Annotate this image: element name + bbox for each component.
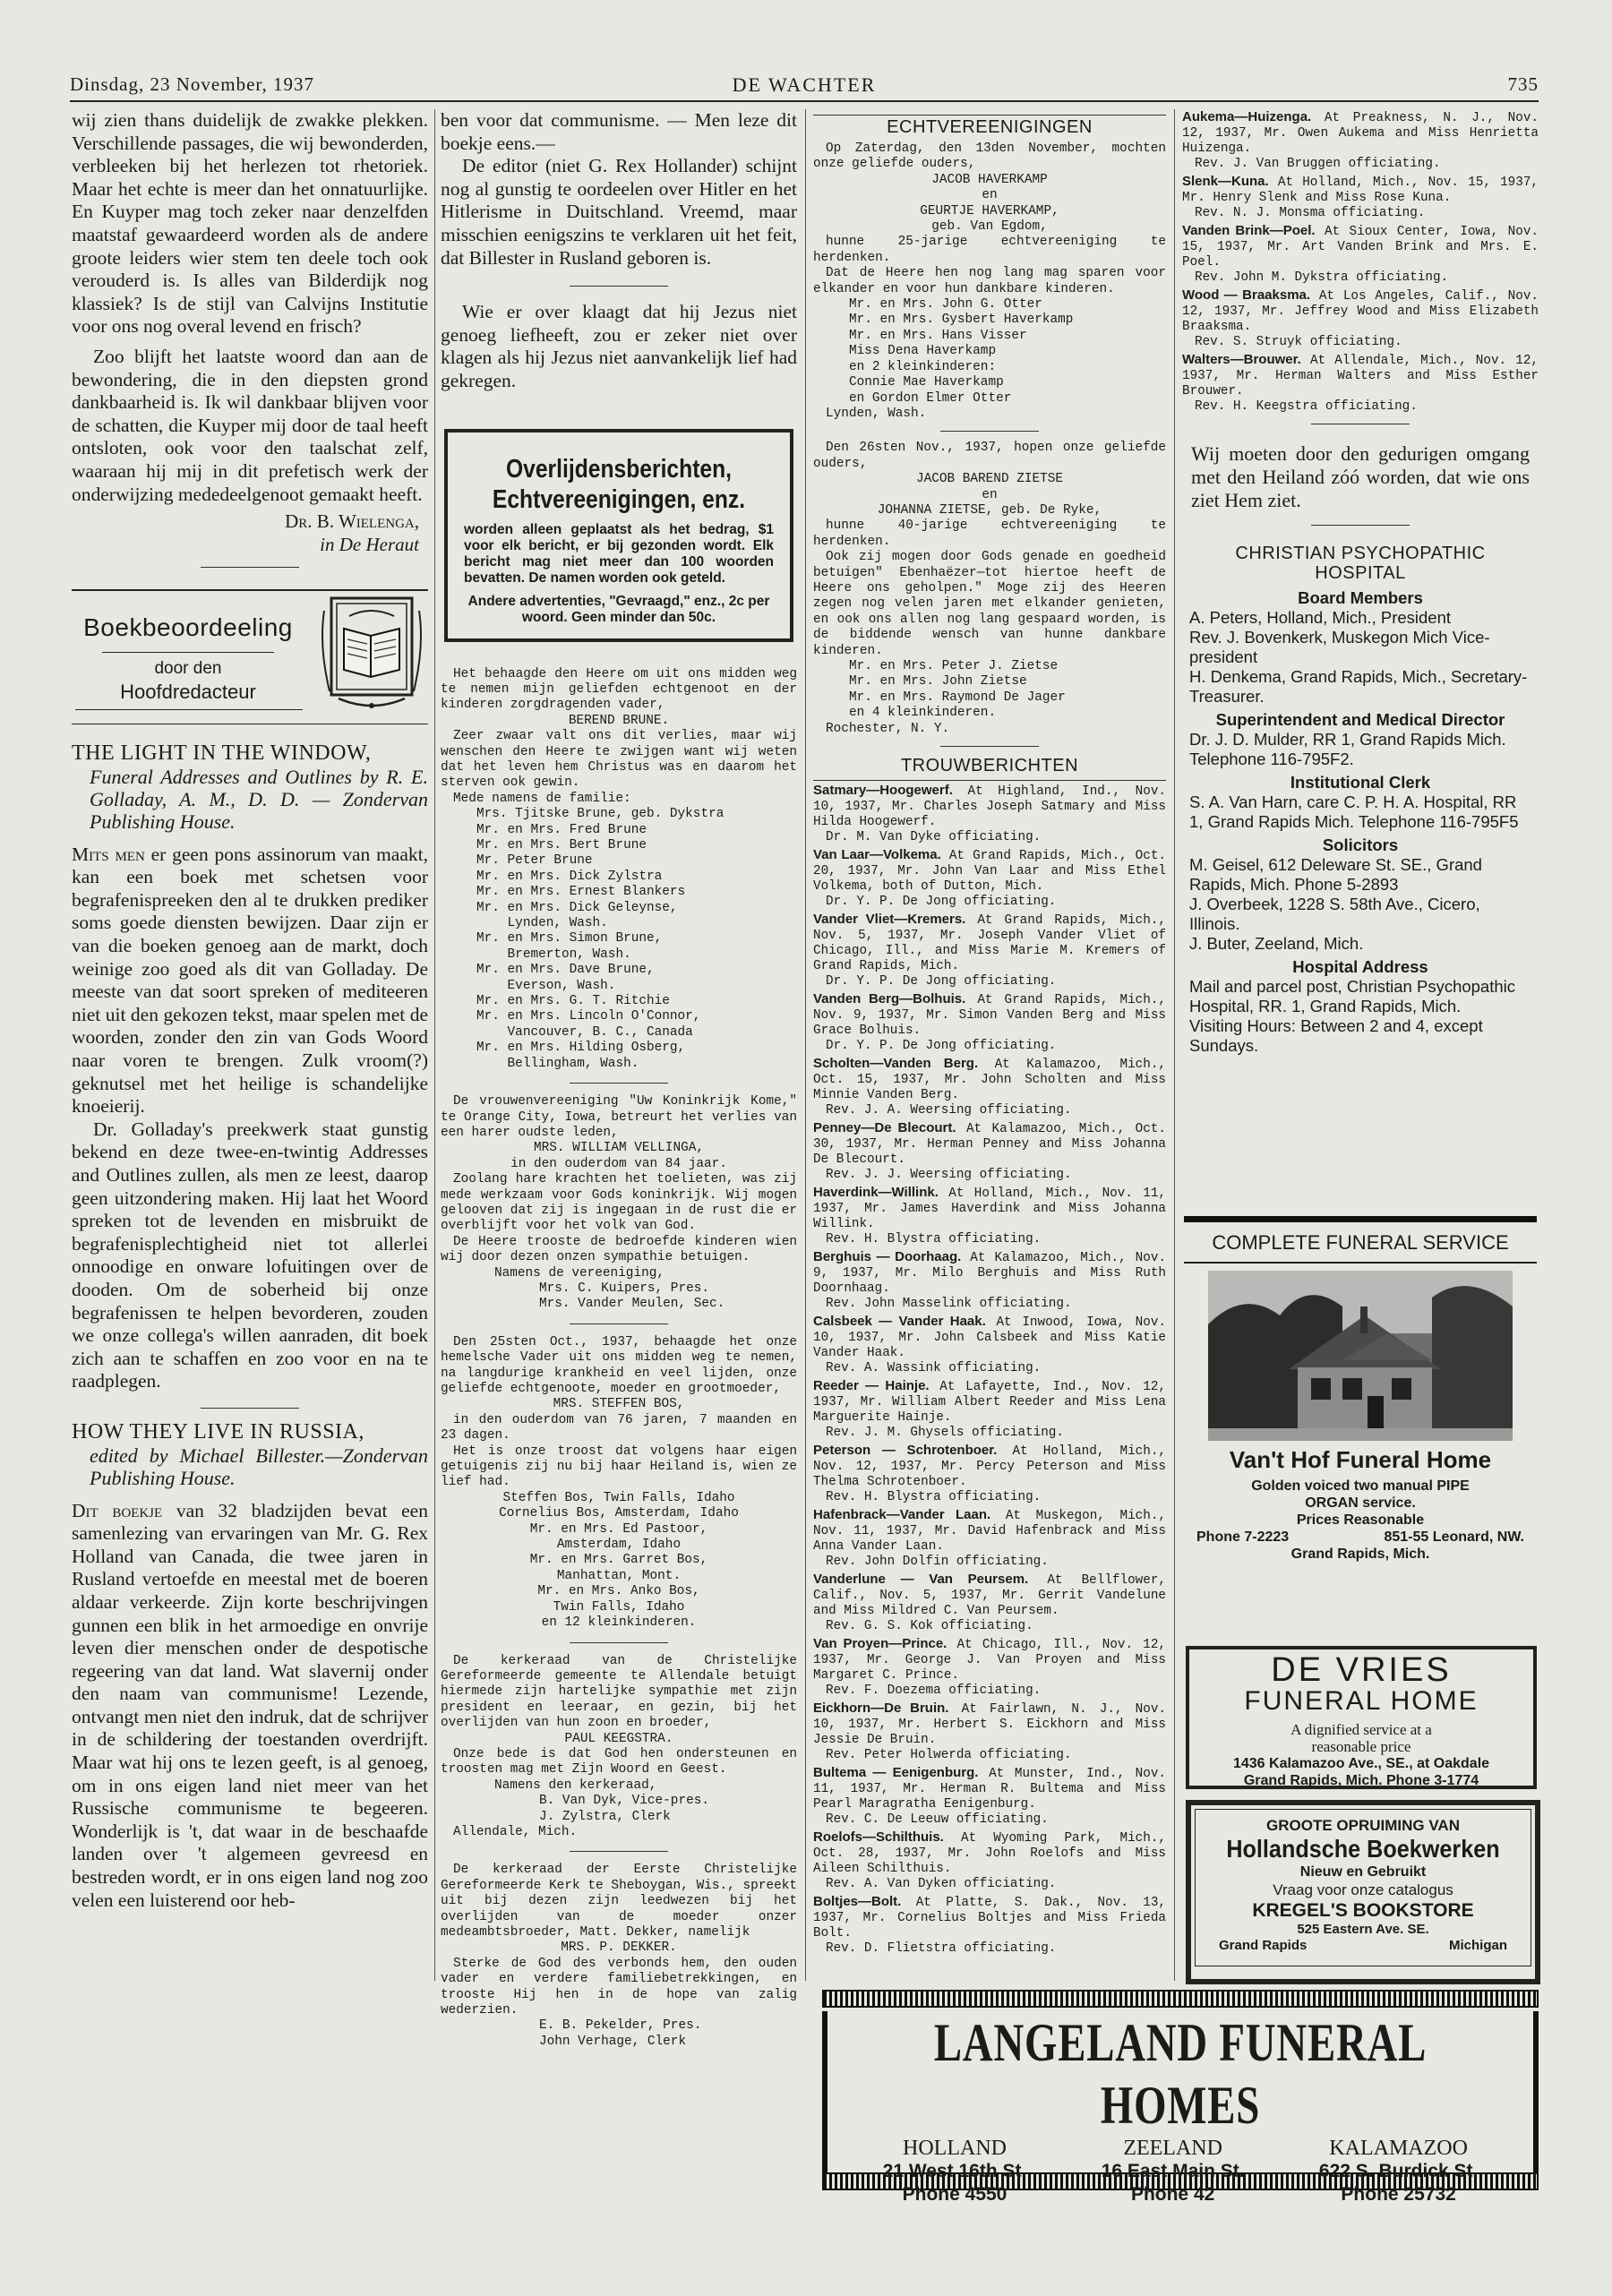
ad-line: Grand Rapids, Mich. Phone 3-1774	[1243, 1773, 1479, 1788]
ad-line: Nieuw en Gebruikt	[1299, 1864, 1427, 1880]
wedding-notice	[813, 1249, 1166, 1312]
quote-paragraph: Wie er over klaagt dat hij Jezus niet genoeg liefheeft, zou er zeker niet over klagen als hij Jezus niet aanvankelijk lief had gekregen.	[441, 301, 797, 391]
family-member: en 2 kleinkinderen:	[849, 359, 997, 374]
separator	[201, 1408, 299, 1409]
wedding-notice	[813, 1636, 1166, 1699]
obituary-text: Zeer zwaar valt ons dit verlies, maar wij wenschen den Heere te zwijgen want wij weten dat het leven hem Christus was en daarom het sterven ook gewin.	[441, 729, 797, 791]
open-book-emblem-icon	[319, 593, 424, 718]
anniversaries	[813, 141, 1166, 737]
family-member: Cornelius Bos, Amsterdam, Idaho	[499, 1506, 739, 1521]
family-member: Mr. en Mrs. Anko Bos,	[537, 1584, 700, 1599]
obituary-name: MRS. P. DEKKER.	[561, 1940, 677, 1956]
anniversary-born: geb. Van Egdom,	[931, 219, 1048, 235]
wedding-notice	[813, 1894, 1166, 1957]
location-city: KALAMAZOO	[1329, 2137, 1468, 2160]
hospital-entry: J. Overbeek, 1228 S. 58th Ave., Cicero, Illinois.	[1189, 895, 1480, 933]
wedding-couple: Vanden Brink—Poel.	[1182, 223, 1316, 238]
wedding-couple: Reeder — Hainje.	[813, 1378, 930, 1394]
ad-address: 851-55 Leonard, NW.	[1384, 1529, 1524, 1545]
ad-line: GROOTE OPRUIMING VAN	[1266, 1817, 1460, 1834]
notice-rates-box	[444, 429, 793, 642]
family-member: Bremerton, Wash.	[476, 947, 631, 962]
family-member: Mr. en Mrs. Garret Bos,	[529, 1553, 708, 1568]
wedding-couple: Vanderlune — Van Peursem.	[813, 1572, 1029, 1588]
family-list	[441, 1491, 797, 1632]
wedding-details: At Munster, Ind., Nov. 11, 1937, Mr. Herman R. Bultema and Miss Pearl Maragratha Eenigenburg.	[813, 1767, 1166, 1812]
separator	[940, 746, 1039, 747]
family-member: Lynden, Wash.	[476, 916, 608, 931]
header-date: Dinsdag, 23 November, 1937	[70, 73, 315, 95]
family-member: Mr. en Mrs. Dick Zylstra	[476, 869, 663, 884]
obituary-age: in den ouderdom van 84 jaar.	[510, 1156, 727, 1171]
obituary-signer: Mrs. Vander Meulen, Sec.	[539, 1297, 725, 1312]
obituary-age: in den ouderdom van 76 jaren, 7 maanden en 23 dagen.	[441, 1412, 797, 1444]
family-member: Mr. en Mrs. Raymond De Jager	[849, 690, 1066, 705]
obituaries	[441, 667, 797, 2051]
wedding-notice	[813, 1829, 1166, 1892]
wedding-couple: Aukema—Huizenga.	[1182, 109, 1312, 124]
wedding-couple: Roelofs—Schilthuis.	[813, 1829, 944, 1846]
family-member: Manhattan, Mont.	[556, 1568, 682, 1583]
section-role: Hoofdredacteur	[120, 681, 256, 704]
wedding-notice	[813, 1056, 1166, 1118]
wedding-notice	[813, 847, 1166, 910]
wedding-details: At Muskegon, Mich., Nov. 11, 1937, Mr. David Hafenbrack and Miss Anna Vander Laan.	[813, 1509, 1166, 1555]
wedding-officiant: Dr. Y. P. De Jong officiating.	[826, 1039, 1057, 1054]
family-member: en Gordon Elmer Otter	[849, 390, 1012, 406]
banner-border-top	[822, 1990, 1539, 2008]
family-member: Mr. en Mrs. Bert Brune	[476, 838, 647, 852]
ad-line: 525 Eastern Ave. SE.	[1297, 1922, 1429, 1937]
obituary-signer: Mrs. C. Kuipers, Pres.	[539, 1281, 709, 1296]
wedding-notice	[813, 1314, 1166, 1376]
article-paragraph: ben voor dat communisme. — Men leze dit boekje eens.—	[441, 109, 797, 154]
family-member: Mr. en Mrs. Simon Brune,	[476, 931, 663, 947]
family-member: Twin Falls, Idaho	[553, 1599, 685, 1615]
divider	[102, 652, 274, 653]
kregels-ad	[1186, 1800, 1540, 1984]
review-paragraph: er geen pons assinorum van maakt, kan een boek met schetsen voor begrafenispreeken den al te drukken prediker soms goede diensten bewijzen. Daar zijn er van die boeken genoeg aan de markt, doch weinige zoo goed als dit van Golladay. De meeste van dat soort spreken of mediteeren niet uit den gekozen tekst, maar spelen met de woorden, zonder den zin van Gods Woord naar voren te brengen. Zulk vroom(?) geknutsel met het heilige is schandelijke knoeierij.	[72, 843, 428, 1118]
hospital-entry: M. Geisel, 612 Deleware St. SE., Grand Rapids, Mich. Phone 5-2893	[1189, 855, 1482, 894]
column-1	[72, 109, 428, 1912]
wedding-details: At Highland, Ind., Nov. 10, 1937, Mr. Charles Joseph Satmary and Miss Hilda Hoogewerf.	[813, 784, 1166, 830]
separator	[570, 1642, 668, 1643]
separator	[201, 567, 299, 568]
ad-state: Michigan	[1448, 1938, 1507, 1953]
wedding-notice	[1182, 174, 1539, 221]
obituary-text: De Heere trooste de bedroefde kinderen wien wij door dezen onzen sympathie betuigen.	[441, 1234, 797, 1265]
wedding-details: At Allendale, Mich., Nov. 12, 1937, Mr. Herman Walters and Miss Esther Brouwer.	[1182, 354, 1539, 398]
column-3	[813, 109, 1166, 1958]
wedding-details: At Grand Rapids, Mich., Nov. 5, 1937, Mr. Joseph Vander Vliet of Chicago, Ill., and Miss Marie M. Kremers of Grand Rapids, Mich.	[813, 913, 1166, 974]
wedding-couple: Eickhorn—De Bruin.	[813, 1701, 949, 1717]
wedding-details: At Preakness, N. J., Nov. 12, 1937, Mr. Owen Aukema and Miss Henrietta Huizenga.	[1182, 111, 1539, 156]
banner-location	[1102, 2137, 1245, 2206]
obituary-text: De vrouwenvereeniging "Uw Koninkrijk Kome," te Orange City, Iowa, betreurt het verlies van een harer oudste leden,	[441, 1094, 797, 1140]
article-source: in De Heraut	[320, 534, 419, 556]
hospital-listing	[1182, 544, 1539, 1056]
wedding-details: At Grand Rapids, Mich., Nov. 9, 1937, Mr. Simon Vanden Berg and Miss Grace Bolhuis.	[813, 993, 1166, 1039]
family-member: Bellingham, Wash.	[476, 1056, 639, 1071]
obituary-name: BEREND BRUNE.	[568, 713, 670, 728]
hospital-entry: S. A. Van Harn, care C. P. H. A. Hospital, RR 1, Grand Rapids Mich. Telephone 116-795F5	[1189, 792, 1519, 831]
anniversary-text: hunne 25-jarige echtvereeniging te herdenken.	[813, 235, 1166, 265]
family-member: Mr. en Mrs. Hans Visser	[849, 328, 1027, 343]
family-member: Mr. en Mrs. Hilding Osberg,	[476, 1041, 686, 1056]
wedding-couple: Haverdink—Willink.	[813, 1185, 939, 1201]
family-member: en 4 kleinkinderen.	[849, 706, 997, 721]
book-review-header	[72, 589, 428, 724]
section-by: door den	[154, 659, 222, 679]
wedding-couple: Slenk—Kuna.	[1182, 174, 1269, 189]
wedding-officiant: Rev. A. Wassink officiating.	[826, 1361, 1042, 1376]
ad-line: A dignified service at a	[1290, 1721, 1432, 1738]
family-member: Mr. en Mrs. John G. Otter	[849, 297, 1042, 313]
hospital-entry: Rev. J. Bovenkerk, Muskegon Mich Vice-president	[1189, 628, 1490, 666]
wedding-officiant: Rev. John Dolfin officiating.	[826, 1555, 1049, 1570]
wedding-details: At Wyoming Park, Mich., Oct. 28, 1937, Mr. John Roelofs and Miss Aileen Schilthuis.	[813, 1831, 1166, 1877]
article-paragraph: Zoo blijft het laatste woord dan aan de bewondering, die in den diepsten grond dankbaarheid is. Ik wil dankbaar blijven voor de schatten, die Kuyper mij door de taal heeft ontsloten, ook voor den taalschat zelf, waaraan hij mij in dit prefetisch werk der onderwijzing mededeelgenoot gemaakt heeft.	[72, 345, 428, 505]
book-title: THE LIGHT IN THE WINDOW,	[72, 741, 372, 766]
family-member: Amsterdam, Idaho	[556, 1538, 682, 1553]
masthead-title: DE WACHTER	[732, 73, 877, 96]
devries-ad	[1186, 1646, 1537, 1789]
location-addr: 16 East Main St.	[1101, 2161, 1245, 2181]
location-phone: Phone 4550	[902, 2184, 1008, 2205]
hospital-heading: Superintendent and Medical Director	[1215, 710, 1505, 729]
wedding-notice	[813, 1572, 1166, 1634]
hospital-entry: J. Buter, Zeeland, Mich.	[1189, 934, 1364, 953]
hospital-title: HOSPITAL	[1315, 563, 1406, 583]
ad-contact-row	[1184, 1529, 1537, 1546]
obituary-signer: J. Zylstra, Clerk	[539, 1809, 671, 1824]
wedding-notice	[1182, 352, 1539, 415]
wedding-officiant: Rev. J. Van Bruggen officiating.	[1195, 157, 1441, 171]
wedding-officiant: Rev. H. Blystra officiating.	[826, 1232, 1042, 1247]
wedding-officiant: Rev. H. Keegstra officiating.	[1195, 399, 1418, 414]
wedding-officiant: Rev. G. S. Kok officiating.	[826, 1619, 1033, 1634]
ad-line: Vraag voor onze catalogus	[1273, 1881, 1453, 1898]
ad-line: reasonable price	[1311, 1738, 1411, 1755]
wedding-officiant: Dr. Y. P. De Jong officiating.	[826, 895, 1057, 910]
obituary-name: PAUL KEEGSTRA.	[564, 1731, 673, 1746]
location-addr: 622 S. Burdick St.	[1318, 2161, 1479, 2181]
family-member: Mr. en Mrs. Lincoln O'Connor,	[476, 1009, 701, 1024]
wedding-notice	[1182, 223, 1539, 286]
family-list	[441, 807, 797, 1072]
wedding-details: At Holland, Mich., Nov. 12, 1937, Mr. Percy Peterson and Miss Thelma Schrotenboer.	[813, 1444, 1166, 1490]
obituary-sign: Namens de vereeniging,	[494, 1265, 665, 1281]
review-paragraph: van 32 bladzijden bevat een samenlezing van ervaringen van Mr. G. Rex Holland van Canada, die twee jaren in Rusland vertoefde en meestal met de boeren aldaar verkeerde. Zijn korte beschrijvingen gunnen een blik in het armoedige en onvrije leven dier menschen onder de despotische regeering van dat land. Wat slavernij onder den naam van communisme! Lezende, ontvangt men niet den indruk, dat de schrijver in de schildering der toestanden overdrijft. Maar wat hij ons te lezen geeft, is al genoeg, om in ons eigen land niet meer van het Russische communisme te begeeren. Wonderlijk is 't, dat waar in de beschaafde landen over 't algemeen gevreesd en bestreden wordt, er in ons eigen land nog zoo velen een luisterend oor heb-	[72, 1499, 428, 1911]
anniversary-text: Ook zij mogen door Gods genade en goedheid betuigen" Ebenhaëzer—tot hiertoe heeft de Heere ons geholpen." Moge zij des Heeren zegen nog velen jaren met elkander genieten, en ook ons allen nog lang gespaard worden, is de biddende wensch van hunne dankbare kinderen.	[813, 550, 1166, 658]
family-member: Mr. en Mrs. Peter J. Zietse	[849, 659, 1059, 673]
wedding-notice	[1182, 287, 1539, 350]
hospital-entry: Mail and parcel post, Christian Psychopathic Hospital, RR. 1, Grand Rapids, Mich.	[1189, 977, 1516, 1015]
wedding-details: At Holland, Mich., Nov. 15, 1937, Mr. Henry Slenk and Miss Rose Kuna.	[1182, 176, 1539, 205]
family-member: Vancouver, B. C., Canada	[476, 1024, 693, 1040]
wedding-couple: Walters—Brouwer.	[1182, 352, 1301, 367]
obituary-name: MRS. STEFFEN BOS,	[553, 1397, 685, 1412]
wedding-details: At Kalamazoo, Mich., Oct. 30, 1937, Mr. Herman Penney and Miss Johanna De Blecourt.	[813, 1122, 1166, 1168]
wedding-officiant: Dr. Y. P. De Jong officiating.	[826, 974, 1057, 990]
wedding-officiant: Rev. J. A. Weersing officiating.	[826, 1103, 1072, 1118]
separator	[570, 1851, 668, 1852]
anniversary-text: hunne 40-jarige echtvereeniging te herdenken.	[813, 518, 1166, 549]
article-paragraph: wij zien thans duidelijk de zwakke plekken. Verschillende passages, die wij bewonderden, verbleeken bij het herlezen tot rhetoriek. Maar het echte is meer dan het onnatuurlijke. En Kuyper mag toch zeker naar denzelfden maatstaf gewaardeerd worden als de andere groote leiders wier stem ten deele toch ook verouderd is. Is alles van Bilderdijk nog klassiek? Is de stijl van Calvijns Institutie voor ons nog overal levend en frisch?	[72, 109, 428, 338]
wedding-couple: Peterson — Schrotenboer.	[813, 1443, 998, 1459]
ad-contact-row	[1196, 1938, 1531, 1954]
lead-in: Dit boekje	[72, 1499, 163, 1521]
ad-line: Grand Rapids, Mich.	[1290, 1546, 1430, 1562]
separator	[1311, 525, 1410, 526]
wedding-officiant: Rev. Peter Holwerda officiating.	[826, 1748, 1072, 1763]
wedding-couple: Berghuis — Doorhaag.	[813, 1249, 962, 1265]
wedding-details: At Lafayette, Ind., Nov. 12, 1937, Mr. William Albert Reeder and Miss Lena Marguerite Hainje.	[813, 1380, 1166, 1426]
wedding-couple: Scholten—Vanden Berg.	[813, 1056, 979, 1072]
anniversary-name: JACOB HAVERKAMP	[931, 172, 1048, 187]
wedding-notice	[813, 912, 1166, 990]
wedding-officiant: Rev. A. Van Dyken officiating.	[826, 1877, 1057, 1892]
wedding-officiant: Rev. S. Struyk officiating.	[1195, 335, 1402, 349]
column-2	[441, 109, 797, 2050]
family-member: Mr. en Mrs. Ed Pastoor,	[529, 1521, 708, 1537]
wedding-list	[1182, 109, 1539, 415]
obituary-text: De kerkeraad van de Christelijke Gereformeerde gemeente te Allendale betuigt hiermede zijn hartelijke sympathie met zijn president en leeraar, en gezin, bij het overlijden van hun zoon en broeder,	[441, 1653, 797, 1731]
wedding-officiant: Dr. M. Van Dyke officiating.	[826, 830, 1042, 845]
hospital-entry: Visiting Hours: Between 2 and 4, except Sundays.	[1189, 1016, 1483, 1055]
anniversary-text: Den 26sten Nov., 1937, hopen onze geliefde ouders,	[813, 441, 1166, 471]
ad-line: Golden voiced two manual PIPE	[1251, 1478, 1470, 1494]
obituary-name: MRS. WILLIAM VELLINGA,	[534, 1141, 704, 1156]
wedding-officiant: Rev. N. J. Monsma officiating.	[1195, 206, 1426, 220]
ad-line: ORGAN service.	[1305, 1495, 1416, 1511]
wedding-details: At Chicago, Ill., Nov. 12, 1937, Mr. George J. Van Proyen and Miss Margaret C. Prince.	[813, 1638, 1166, 1683]
family-list	[813, 297, 1166, 407]
wedding-notice	[813, 1443, 1166, 1505]
obituary-signer: E. B. Pekelder, Pres.	[539, 2018, 702, 2034]
wedding-couple: Boltjes—Bolt.	[813, 1894, 902, 1910]
wedding-details: At Fairlawn, N. J., Nov. 10, 1937, Mr. Herbert S. Eickhorn and Miss Jessie De Bruin.	[813, 1702, 1166, 1748]
wedding-details: At Kalamazoo, Mich., Oct. 15, 1937, Mr. John Scholten and Miss Minnie Vanden Berg.	[813, 1058, 1166, 1103]
wedding-couple: Vanden Berg—Bolhuis.	[813, 991, 966, 1007]
hospital-heading: Board Members	[1298, 588, 1423, 607]
column-rule	[1174, 109, 1175, 1981]
obituary-text: Den 25sten Oct., 1937, behaagde het onze hemelsche Vader uit ons midden weg te nemen, na langdurige krankheid en veel lijden, onze geliefde echtgenoote, moeder en grootmoeder,	[441, 1334, 797, 1396]
wedding-details: At Grand Rapids, Mich., Oct. 20, 1937, Mr. John Van Laar and Miss Ethel Volkema, both of Dutton, Mich.	[813, 849, 1166, 895]
family-member: Mr. en Mrs. G. T. Ritchie	[476, 994, 670, 1009]
wedding-officiant: Rev. J. J. Weersing officiating.	[826, 1168, 1072, 1183]
ad-city: Grand Rapids	[1219, 1938, 1308, 1953]
wedding-couple: Wood — Braaksma.	[1182, 287, 1311, 303]
location-city: HOLLAND	[903, 2137, 1007, 2160]
hospital-entry: H. Denkema, Grand Rapids, Mich., Secretary-Treasurer.	[1189, 667, 1528, 706]
wedding-details: At Inwood, Iowa, Nov. 10, 1937, Mr. John Calsbeek and Miss Katie Vander Haak.	[813, 1315, 1166, 1361]
obituary-text: De kerkeraad der Eerste Christelijke Gereformeerde Kerk te Sheboygan, Wis., spreekt uit bij dezen zijn leedwezen bij het overlijden van de moeder onzer medeambtsbroeder, Matt. Dekker, namelijk	[441, 1863, 797, 1940]
separator	[940, 431, 1039, 432]
banner-location	[1319, 2137, 1478, 2206]
anniversary-place: Lynden, Wash.	[826, 406, 927, 421]
location-city: ZEELAND	[1123, 2137, 1222, 2160]
box-text: Andere advertenties, "Gevraagd," enz., 2c per woord. Geen minder dan 50c.	[467, 593, 770, 625]
review-paragraph: Dr. Golladay's preekwerk staat gunstig bekend en deze twee-en-twintig Addresses and Outlines zullen, als men ze leest, daarop geen uitzondering maken. Hij laat het Woord spreken tot de levenden en misbruikt de begrafenisplechtigheid niet tot allerlei onnoodige en onware lofuitingen over de dooden. Om de soberheid bij onze begrafenissen te helpen bevorderen, zouden we onze collega's willen aanraden, dit boek zich aan te schaffen en zoo voor en na te raadplegen.	[72, 1118, 428, 1392]
wedding-officiant: Rev. F. Doezema officiating.	[826, 1683, 1042, 1699]
anniversary-conj: en	[982, 487, 998, 502]
wedding-notice	[813, 1185, 1166, 1247]
wedding-notice	[1182, 109, 1539, 172]
family-member: Mr. Peter Brune	[476, 853, 593, 869]
wedding-details: At Holland, Mich., Nov. 11, 1937, Mr. James Haverdink and Miss Johanna Willink.	[813, 1187, 1166, 1232]
wedding-couple: Van Laar—Volkema.	[813, 847, 941, 863]
family-member: Steffen Bos, Twin Falls, Idaho	[502, 1490, 735, 1505]
wedding-details: At Kalamazoo, Mich., Nov. 9, 1937, Mr. Milo Berghuis and Miss Ruth Doornhaag.	[813, 1251, 1166, 1297]
page-number: 735	[1507, 73, 1539, 95]
family-member: Everson, Wash.	[476, 978, 616, 993]
box-title: Overlijdensberichten, Echtvereenigingen, enz.	[492, 454, 746, 514]
obituary-text: Sterke de God des verbonds hem, den ouden vader en verdere familiebetrekkingen, en trooste Hij hen in de hope van zalig wederzien.	[441, 1956, 797, 2018]
book-title: HOW THEY LIVE IN RUSSIA,	[72, 1419, 364, 1444]
langeland-banner-ad	[822, 1990, 1539, 2205]
lead-in: Mits men	[72, 843, 145, 865]
column-4	[1182, 109, 1539, 1056]
location-addr: 21 West 16th St.	[882, 2161, 1027, 2181]
banner-location	[883, 2137, 1027, 2206]
ad-business-name: KREGEL'S BOOKSTORE	[1252, 1900, 1474, 1921]
wedding-notice	[813, 1701, 1166, 1763]
divider	[1184, 1262, 1537, 1264]
obituary-text: Zoolang hare krachten het toelieten, was zij mede werkzaam voor Gods koninkrijk. Wij mogen gelooven dat zij is ingegaan in de rust die er overblijft voor het volk van God.	[441, 1172, 797, 1234]
wedding-officiant: Rev. H. Blystra officiating.	[826, 1490, 1042, 1505]
wedding-details: At Los Angeles, Calif., Nov. 12, 1937, Mr. Jeffrey Wood and Miss Elizabeth Braaksma.	[1182, 289, 1539, 334]
hospital-heading: Institutional Clerk	[1290, 773, 1431, 792]
hospital-heading: Hospital Address	[1292, 957, 1428, 976]
family-member: Mr. en Mrs. Dick Geleynse,	[476, 900, 678, 915]
wedding-details: At Platte, S. Dak., Nov. 13, 1937, Mr. Cornelius Boltjes and Miss Frieda Bolt.	[813, 1896, 1166, 1941]
family-list	[813, 659, 1166, 722]
ad-line: 1436 Kalamazoo Ave., SE., at Oakdale	[1232, 1756, 1490, 1771]
obituary-place: Allendale, Mich.	[453, 1824, 578, 1839]
family-member: Connie Mae Haverkamp	[849, 375, 1004, 390]
hospital-heading: Solicitors	[1322, 835, 1399, 854]
family-member: Mr. en Mrs. Fred Brune	[476, 822, 647, 837]
obituary-sign: Namens den kerkeraad,	[494, 1778, 657, 1793]
anniversary-text: Op Zaterdag, den 13den November, mochten onze geliefde ouders,	[813, 141, 1166, 172]
wedding-details: At Sioux Center, Iowa, Nov. 15, 1937, Mr. Art Vanden Brink and Mrs. E. Poel.	[1182, 225, 1539, 270]
hospital-title: CHRISTIAN PSYCHOPATHIC	[1235, 544, 1486, 563]
wedding-couple: Hafenbrack—Vander Laan.	[813, 1507, 991, 1523]
obituary-text: Het is onze troost dat volgens haar eigen getuigenis zij nu bij haar Heiland is, wien ze lief had.	[441, 1444, 797, 1490]
wedding-list	[813, 780, 1166, 1957]
vanthof-ad	[1184, 1216, 1537, 1634]
anniversary-conj: en	[982, 188, 998, 203]
anniversary-place: Rochester, N. Y.	[826, 721, 950, 736]
section-heading: ECHTVEREENIGINGEN	[813, 115, 1166, 138]
location-phone: Phone 25732	[1341, 2184, 1456, 2205]
article-signature: Dr. B. Wielenga,	[285, 510, 419, 533]
anniversary-name: JOHANNA ZIETSE, geb. De Ryke,	[877, 502, 1102, 518]
wedding-notice	[813, 1378, 1166, 1441]
article-paragraph: De editor (niet G. Rex Hollander) schijnt nog al gunstig te oordeelen over Hitler en het Hitlerisme in Duitschland. Vreemd, maar misschien eenigszins te verklaren uit het feit, dat Billester in Rusland geboren is.	[441, 155, 797, 269]
ad-heading: COMPLETE FUNERAL SERVICE	[1212, 1231, 1509, 1254]
ad-business-name: Hollandsche Boekwerken	[1226, 1835, 1500, 1863]
wedding-notice	[813, 1765, 1166, 1828]
wedding-notice	[813, 991, 1166, 1054]
ad-phone: Phone 7-2223	[1196, 1529, 1290, 1545]
wedding-couple: Penney—De Blecourt.	[813, 1120, 956, 1136]
wedding-officiant: Rev. John Masselink officiating.	[826, 1297, 1072, 1312]
box-text: worden alleen geplaatst als het bedrag, $1 voor elk bericht, er bij gezonden wordt. Elk bericht mag niet meer dan 100 woorden bevatten. De namen worden ook geteld.	[464, 521, 774, 586]
wedding-officiant: Rev. J. M. Ghysels officiating.	[826, 1426, 1064, 1441]
family-member: Mr. en Mrs. Gysbert Haverkamp	[849, 313, 1074, 328]
ad-business-name: DE VRIES	[1271, 1651, 1452, 1689]
location-phone: Phone 42	[1130, 2184, 1215, 2205]
wedding-couple: Calsbeek — Vander Haak.	[813, 1314, 986, 1330]
wedding-couple: Vander Vliet—Kremers.	[813, 912, 966, 928]
family-member: Mr. en Mrs. Ernest Blankers	[476, 885, 686, 900]
book-subtitle: edited by Michael Billester.—Zondervan Publishing House.	[90, 1444, 428, 1489]
wedding-officiant: Rev. D. Flietstra officiating.	[826, 1941, 1057, 1957]
wedding-couple: Bultema — Eenigenburg.	[813, 1765, 979, 1781]
book-subtitle: Funeral Addresses and Outlines by R. E. Golladay, A. M., D. D. — Zondervan Publishing House.	[90, 765, 428, 833]
wedding-notice	[813, 1507, 1166, 1570]
anniversary-name: GEURTJE HAVERKAMP,	[920, 203, 1059, 218]
column-rule	[434, 109, 435, 1981]
hospital-entry: A. Peters, Holland, Mich., President	[1189, 608, 1452, 627]
column-rule	[805, 109, 806, 1981]
divider	[75, 709, 303, 710]
wedding-details: At Bellflower, Calif., Nov. 5, 1937, Mr. Gerrit Vandelune and Miss Mildred C. Van Peursem.	[813, 1573, 1166, 1619]
funeral-home-photo-icon	[1208, 1271, 1513, 1441]
ad-business-name: Van't Hof Funeral Home	[1229, 1446, 1492, 1473]
wedding-couple: Satmary—Hoogewerf.	[813, 783, 953, 799]
ad-line: Prices Reasonable	[1296, 1512, 1425, 1528]
family-member: Miss Dena Haverkamp	[849, 344, 997, 359]
family-member: Mr. en Mrs. Dave Brune,	[476, 963, 655, 978]
anniversary-name: JACOB BAREND ZIETSE	[915, 472, 1064, 487]
wedding-couple: Van Proyen—Prince.	[813, 1636, 947, 1652]
family-member: Mrs. Tjitske Brune, geb. Dykstra	[476, 807, 725, 822]
quote-paragraph: Wij moeten door den gedurigen omgang met den Heiland zóó worden, dat wie ons ziet Hem ziet.	[1191, 442, 1530, 511]
family-member: Mr. en Mrs. John Zietse	[849, 674, 1027, 690]
obituary-text: Het behaagde den Heere om uit ons midden weg te nemen mijn geliefden echtgenoot en der kinderen zorgdragenden vader,	[441, 666, 797, 713]
obituary-text: Mede namens de familie:	[453, 791, 631, 806]
obituary-text: Onze bede is dat God hen ondersteunen en troosten mag met Zijn Woord en Geest.	[441, 1746, 797, 1778]
ad-business-name: FUNERAL HOME	[1244, 1686, 1479, 1716]
wedding-officiant: Rev. John M. Dykstra officiating.	[1195, 270, 1449, 285]
separator	[570, 286, 668, 287]
family-member: en 12 kleinkinderen.	[541, 1615, 697, 1631]
banner-title: LANGELAND FUNERAL HOMES	[933, 2013, 1428, 2135]
banner-locations	[827, 2137, 1533, 2206]
hospital-entry: Dr. J. D. Mulder, RR 1, Grand Rapids Mich. Telephone 116-795F2.	[1189, 730, 1506, 768]
wedding-notice	[813, 783, 1166, 845]
separator	[570, 1083, 668, 1084]
section-heading: TROUWBERICHTEN	[900, 756, 1079, 776]
anniversary-text: Dat de Heere hen nog lang mag sparen voor elkander en voor hun dankbare kinderen.	[813, 266, 1166, 296]
wedding-officiant: Rev. C. De Leeuw officiating.	[826, 1812, 1049, 1828]
wedding-notice	[813, 1120, 1166, 1183]
section-title: Boekbeoordeeling	[83, 613, 293, 642]
page-header	[70, 70, 1539, 102]
obituary-signer: B. Van Dyk, Vice-pres.	[539, 1794, 709, 1809]
obituary-signer: John Verhage, Clerk	[539, 2034, 687, 2049]
